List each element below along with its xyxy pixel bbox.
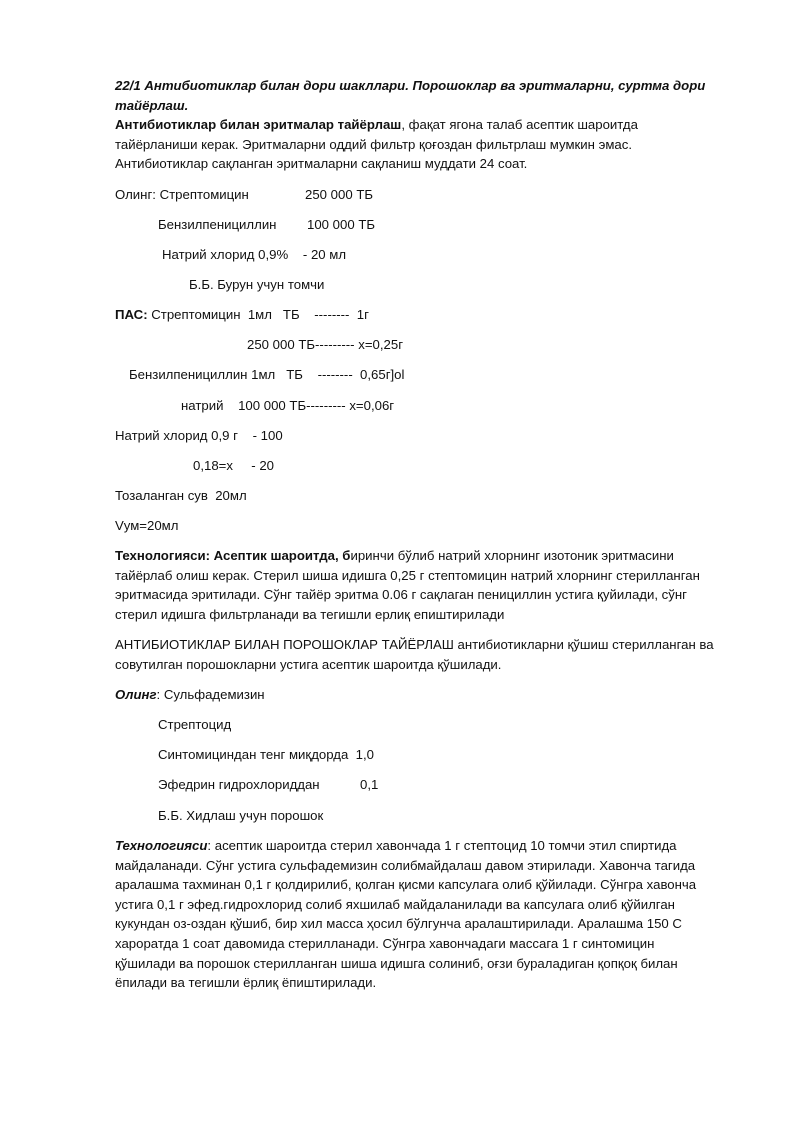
document-title: 22/1 Антибиотиклар билан дори шакллари. Порошоклар ва эритмаларни, суртма дори тайёрлаш. (115, 78, 706, 113)
technology2-text: : асептик шароитда стерил хавончада 1 г стептоцид 10 томчи этил спиртида майдаланади. Сўнг устига сульфадемизин солибмайдалаш давом этирилади. Хавонча тагида аралашма тахминан 0,1 г қолдирилиб, қолган қисми капсулага олиб қўйилади. Сўнгра хавонча устига 0,1 г эфед.гидрохлорид солиб яхшилаб майдаланилади ва капсулага олиб қўйилган кукундан оз-оздан қўшиб, бир хил масса ҳосил бўлгунча аралаштирилади. Аралашма 150 С хароратда 1 соат давомида стерилланади. Сўнгра хавончадаги массага 1 г синтомицин қўшилади ва порошок стерилланган шиша идишга солиниб, оғзи бураладиган қопқоқ билан ёпилади ва тегишли ёрлиқ ёпиштирилади. (115, 838, 697, 991)
recipe2-line5: Б.Б. Хидлаш учун порошок (158, 808, 324, 823)
recipe-label: Олинг: (115, 187, 160, 202)
recipe1-line3: Натрий хлорид 0,9% - 20 мл (162, 247, 347, 262)
technology-paragraph-2 (115, 836, 715, 993)
recipe2-line2: Стрептоцид (158, 717, 232, 732)
technology-label: Технологияси: Асептик шароитда, б (115, 548, 351, 563)
pas-line3: Бензилпенициллин 1мл ТБ -------- 0,65г]ol (129, 367, 405, 382)
section-text: , фақат ягона талаб асептик шароитда тайёрланиши керак. Эритмаларни оддий фильтр қоғоздан фильтрлаш мумкин эмас. Антибиотиклар сақланган эритмаларни сақланиш муддати 24 соат. (115, 117, 638, 172)
pas-line1-text: Стрептомицин 1мл ТБ -------- 1г (147, 307, 369, 322)
recipe2-line4: Эфедрин гидрохлориддан (158, 777, 320, 792)
pas-line6: 0,18=х - 20 (193, 458, 275, 473)
pas-label: ПАС: (115, 307, 148, 322)
recipe2-line3: Синтомициндан тенг миқдорда 1,0 (158, 747, 374, 762)
pas-line4: натрий 100 000 ТБ--------- х=0,06г (181, 398, 395, 413)
recipe1-line2: Бензилпенициллин (158, 217, 277, 232)
pas-line8: Vум=20мл (115, 518, 179, 533)
recipe1-line2-value: 100 000 ТБ (307, 217, 376, 232)
section-lead: Антибиотиклар билан эритмалар тайёрлаш (115, 117, 402, 132)
technology-text: иринчи бўлиб натрий хлорнинг изотоник эритмасини тайёрлаб олиш керак. Стерил шиша идишга 0,25 г стептомицин натрий хлорнинг стерилланган эритмасида эритилади. Сўнг тайёр эритма 0.06 г сақлаган пенициллин устига қуйилади, сўнг стерил идишга фильтрланади ва тегишли ерлиқ епиштирилади (115, 548, 700, 622)
recipe2-line4-value: 0,1 (360, 777, 379, 792)
recipe2-first-ingredient: : Сульфадемизин (156, 687, 265, 702)
pas-line5: Натрий хлорид 0,9 г - 100 (115, 428, 283, 443)
section-antibiotic-solutions (115, 115, 715, 174)
recipe2-label: Олинг (115, 687, 157, 702)
section-antibiotic-powders: АНТИБИОТИКЛАР БИЛАН ПОРОШОКЛАР ТАЙЁРЛАШ антибиотикларни қўшиш стерилланган ва совутилган порошокларни устига асептик шароитда қўшилади. (115, 637, 714, 672)
technology-paragraph-1 (115, 546, 715, 624)
recipe1-line1-value: 250 000 ТБ (305, 187, 374, 202)
recipe1-line4: Б.Б. Бурун учун томчи (189, 277, 325, 292)
ingredient-name: Стрептомицин (159, 187, 249, 202)
pas-line7: Тозаланган сув 20мл (115, 488, 247, 503)
recipe1-line1 (115, 185, 249, 205)
pas-line1 (115, 305, 369, 325)
technology2-label: Технологияси (115, 838, 208, 853)
pas-line2: 250 000 ТБ--------- х=0,25г (247, 337, 404, 352)
recipe2-line1 (115, 685, 265, 705)
